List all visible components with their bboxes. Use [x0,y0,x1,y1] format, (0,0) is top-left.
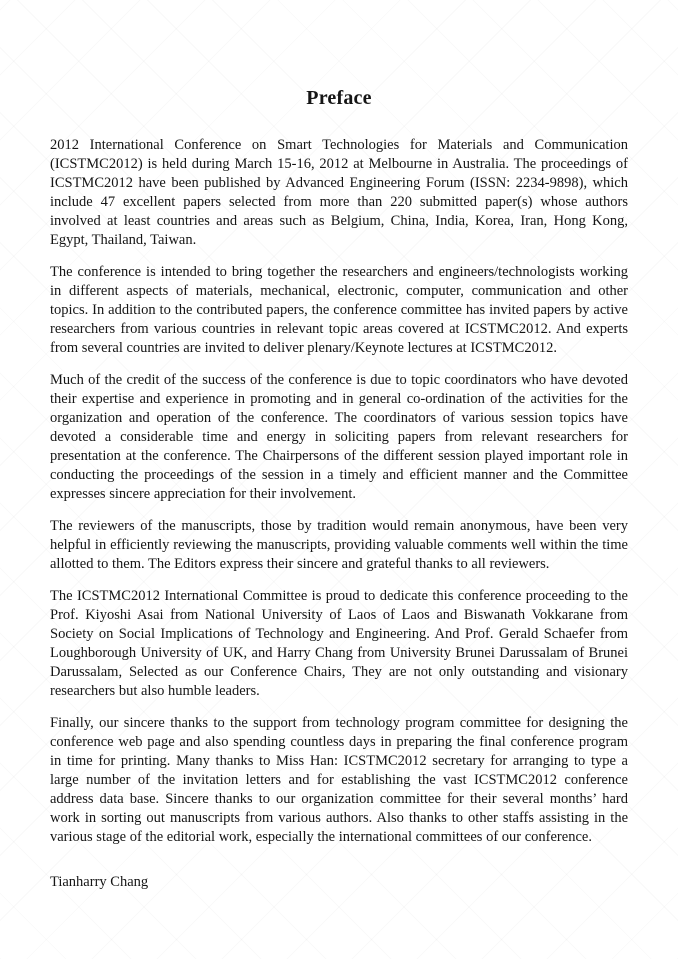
signature: Tianharry Chang [50,874,149,890]
preface-body [50,136,628,847]
preface-paragraph-2: The conference is intended to bring together the researchers and engineers/technologists working in different aspects of materials, mechanical, electronic, computer, communication and other topics. In addition to the contributed papers, the conference committee has invited papers by active researchers from various countries in relevant topic areas covered at ICSTMC2012. And experts from several countries are invited to deliver plenary/Keynote lectures at ICSTMC2012. [50,264,628,356]
page-title: Preface [306,87,372,109]
preface-paragraph-5: The ICSTMC2012 International Committee is proud to dedicate this conference proceeding to the Prof. Kiyoshi Asai from National University of Laos of Laos and Biswanath Vokkarane from Society on Social Implications of Technology and Engineering. And Prof. Gerald Schaefer from Loughborough University of UK, and Harry Chang from University Brunei Darussalam of Brunei Darussalam, Selected as our Conference Chairs, They are not only outstanding and visionary researchers but also humble leaders. [50,588,628,699]
preface-paragraph-4: The reviewers of the manuscripts, those by tradition would remain anonymous, have been very helpful in efficiently reviewing the manuscripts, providing valuable comments well within the time allotted to them. The Editors express their sincere and grateful thanks to all reviewers. [50,518,628,572]
preface-paragraph-1: 2012 International Conference on Smart Technologies for Materials and Communication (ICSTMC2012) is held during March 15-16, 2012 at Melbourne in Australia. The proceedings of ICSTMC2012 have been published by Advanced Engineering Forum (ISSN: 2234-9898), which include 47 excellent papers selected from more than 220 submitted paper(s) whose authors involved at least countries and areas such as Belgium, China, India, Korea, Iran, Hong Kong, Egypt, Thailand, Taiwan. [50,137,628,248]
preface-paragraph-3: Much of the credit of the success of the conference is due to topic coordinators who have devoted their expertise and experience in promoting and in general co-ordination of the activities for the organization and operation of the conference. The coordinators of various session topics have devoted a considerable time and energy in soliciting papers from relevant researchers for presentation at the conference. The Chairpersons of the different session played important role in conducting the proceedings of the session in a timely and efficient manner and the Committee expresses sincere appreciation for their involvement. [50,372,628,502]
preface-paragraph-6: Finally, our sincere thanks to the support from technology program committee for designing the conference web page and also spending countless days in preparing the final conference program in time for printing. Many thanks to Miss Han: ICSTMC2012 secretary for arranging to type a large number of the invitation letters and for establishing the vast ICSTMC2012 conference address data base. Sincere thanks to our organization committee for their several months’ hard work in sorting out manuscripts from various authors. Also thanks to other staffs assisting in the various stage of the editorial work, especially the international committees of our conference. [50,715,628,845]
